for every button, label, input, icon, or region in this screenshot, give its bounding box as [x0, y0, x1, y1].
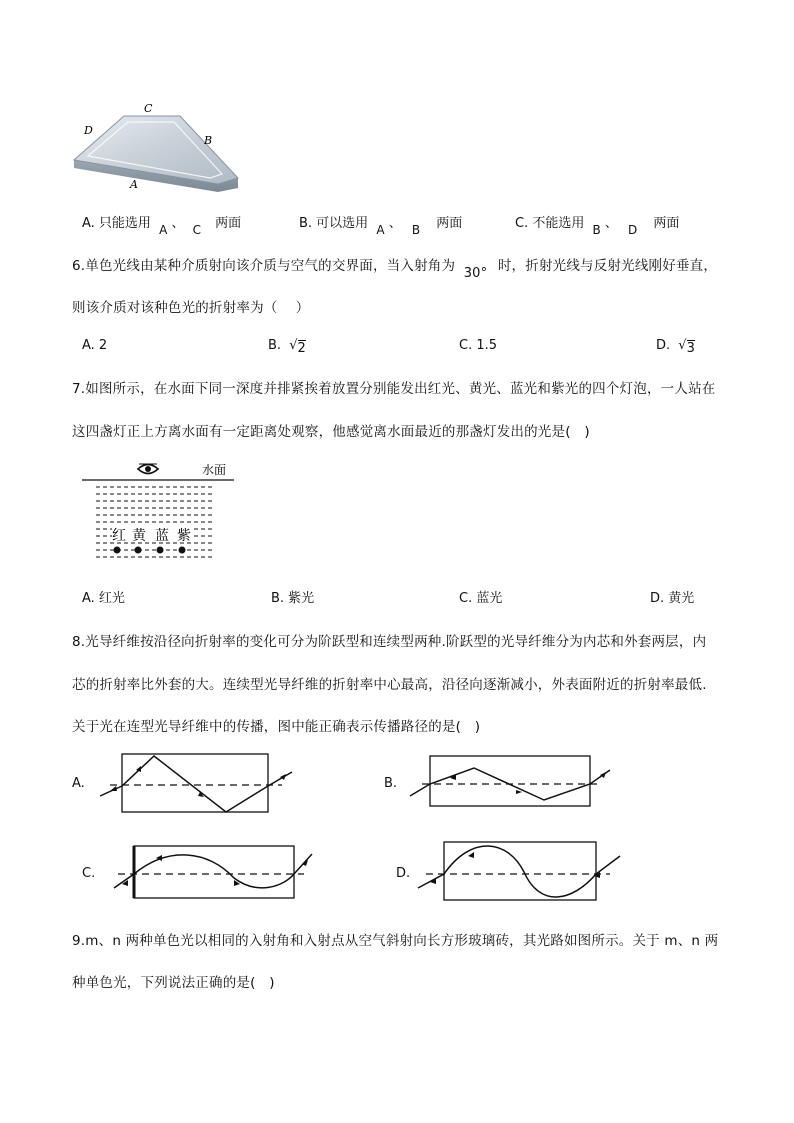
- q6-option-c[interactable]: [459, 338, 497, 353]
- q7-option-c[interactable]: C. 蓝光: [459, 591, 503, 606]
- q5-option-c-sep: 、: [604, 216, 618, 231]
- q6-option-d-label: D.: [656, 338, 671, 353]
- q5-option-a-face1: A: [159, 223, 168, 237]
- q5-option-b-prefix: B. 可以选用: [299, 216, 369, 231]
- lamp-red: [114, 547, 121, 554]
- q6-stem-line1: [72, 254, 718, 281]
- water-dashes: [96, 487, 212, 557]
- lamp-purple: [179, 547, 186, 554]
- q6-stem-part1: 6.单色光线由某种介质射向该介质与空气的交界面，当入射角为: [72, 258, 456, 274]
- q5-option-b-face1: A: [376, 223, 385, 237]
- q8-fig-a-label: A.: [72, 776, 85, 791]
- lamp-label-red: 红: [112, 528, 126, 544]
- q6-option-b-radicand: 2: [297, 341, 306, 356]
- q5-option-c-face1: B: [592, 223, 601, 237]
- q7-stem-line1: 7.如图所示，在水面下同一深度并排紧挨着放置分别能发出红光、黄光、蓝光和紫光的四个灯泡，一人站在: [72, 381, 716, 397]
- q6-option-b-label: B.: [268, 338, 282, 353]
- q5-option-c-suffix: 两面: [653, 216, 680, 231]
- sqrt-icon: √3: [678, 338, 695, 356]
- q6-option-c-label: C. 1.5: [459, 338, 498, 353]
- q6-option-d[interactable]: [656, 338, 695, 356]
- lamp-label-purple: 紫: [177, 528, 191, 544]
- lamp-label-yellow: 黄: [132, 528, 146, 544]
- eye-icon: [138, 464, 158, 474]
- prism-figure: [70, 98, 245, 194]
- prism-label-b: B: [204, 134, 213, 147]
- q6-option-b[interactable]: [268, 338, 306, 356]
- q5-option-b-suffix: 两面: [436, 216, 463, 231]
- q9-stem-line2: 种单色光，下列说法正确的是( ): [72, 975, 275, 991]
- q7-stem-line2: 这四盏灯正上方离水面有一定距离处观察，他感觉离水面最近的那盏灯发出的光是( ): [72, 424, 590, 440]
- sqrt-icon: √2: [289, 338, 306, 356]
- q5-option-c-prefix: C. 不能选用: [515, 216, 585, 231]
- lamp-blue: [157, 547, 164, 554]
- q8-fig-d-label: D.: [396, 866, 411, 881]
- q5-option-a[interactable]: [82, 212, 242, 237]
- q8-fig-c-label: C.: [82, 866, 96, 881]
- prism-top-face: [74, 116, 238, 184]
- q9-stem-line1: 9.m、n 两种单色光以相同的入射角和入射点从空气斜射向长方形玻璃砖，其光路如图所示。关于 m、n 两: [72, 933, 719, 949]
- q8-fiber-figure-a[interactable]: [96, 752, 296, 814]
- q8-fig-b-label: B.: [384, 776, 398, 791]
- q5-option-b-sep: 、: [388, 216, 402, 231]
- q5-option-c-face2: D: [628, 223, 638, 237]
- q7-lamp-figure: [82, 458, 242, 566]
- q6-option-a-label: A. 2: [82, 338, 108, 353]
- q8-fiber-figure-c[interactable]: [108, 840, 320, 904]
- q5-option-a-suffix: 两面: [215, 216, 242, 231]
- q5-option-b-face2: B: [411, 223, 421, 237]
- q7-option-b[interactable]: B. 紫光: [271, 591, 315, 606]
- q6-angle: 30°: [463, 266, 488, 281]
- q5-option-a-face2: C: [192, 223, 201, 237]
- q8-stem-line1: 8.光导纤维按沿径向折射率的变化可分为阶跃型和连续型两种.阶跃型的光导纤维分为内芯和外套两层，内: [72, 634, 707, 650]
- prism-label-d: D: [84, 124, 93, 137]
- q5-option-a-sep: 、: [171, 216, 185, 231]
- lamp-label-blue: 蓝: [155, 528, 169, 544]
- q6-option-a[interactable]: [82, 338, 107, 353]
- q5-option-a-prefix: A. 只能选用: [82, 216, 151, 231]
- q6-stem-part2: 时，折射光线与反射光线刚好垂直，: [497, 258, 718, 274]
- lamp-yellow: [135, 547, 142, 554]
- prism-label-a: A: [130, 178, 138, 191]
- q8-fiber-figure-d[interactable]: [412, 836, 624, 906]
- q5-option-c[interactable]: [515, 212, 680, 237]
- q8-stem-line2: 芯的折射率比外套的大。连续型光导纤维的折射率中心最高，沿径向逐渐减小，外表面附近的折射率最低.: [72, 677, 707, 693]
- q7-option-a[interactable]: A. 红光: [82, 591, 125, 606]
- water-surface-label: 水面: [202, 463, 227, 477]
- q8-fiber-figure-b[interactable]: [404, 752, 624, 814]
- q6-stem-line2: 则该介质对该种色光的折射率为（ ）: [72, 300, 310, 316]
- q7-option-d[interactable]: D. 黄光: [650, 591, 695, 606]
- q8-stem-line3: 关于光在连型光导纤维中的传播，图中能正确表示传播路径的是( ): [72, 719, 481, 735]
- q6-option-d-radicand: 3: [686, 341, 695, 356]
- q5-option-b[interactable]: [299, 212, 463, 237]
- prism-label-c: C: [144, 102, 153, 115]
